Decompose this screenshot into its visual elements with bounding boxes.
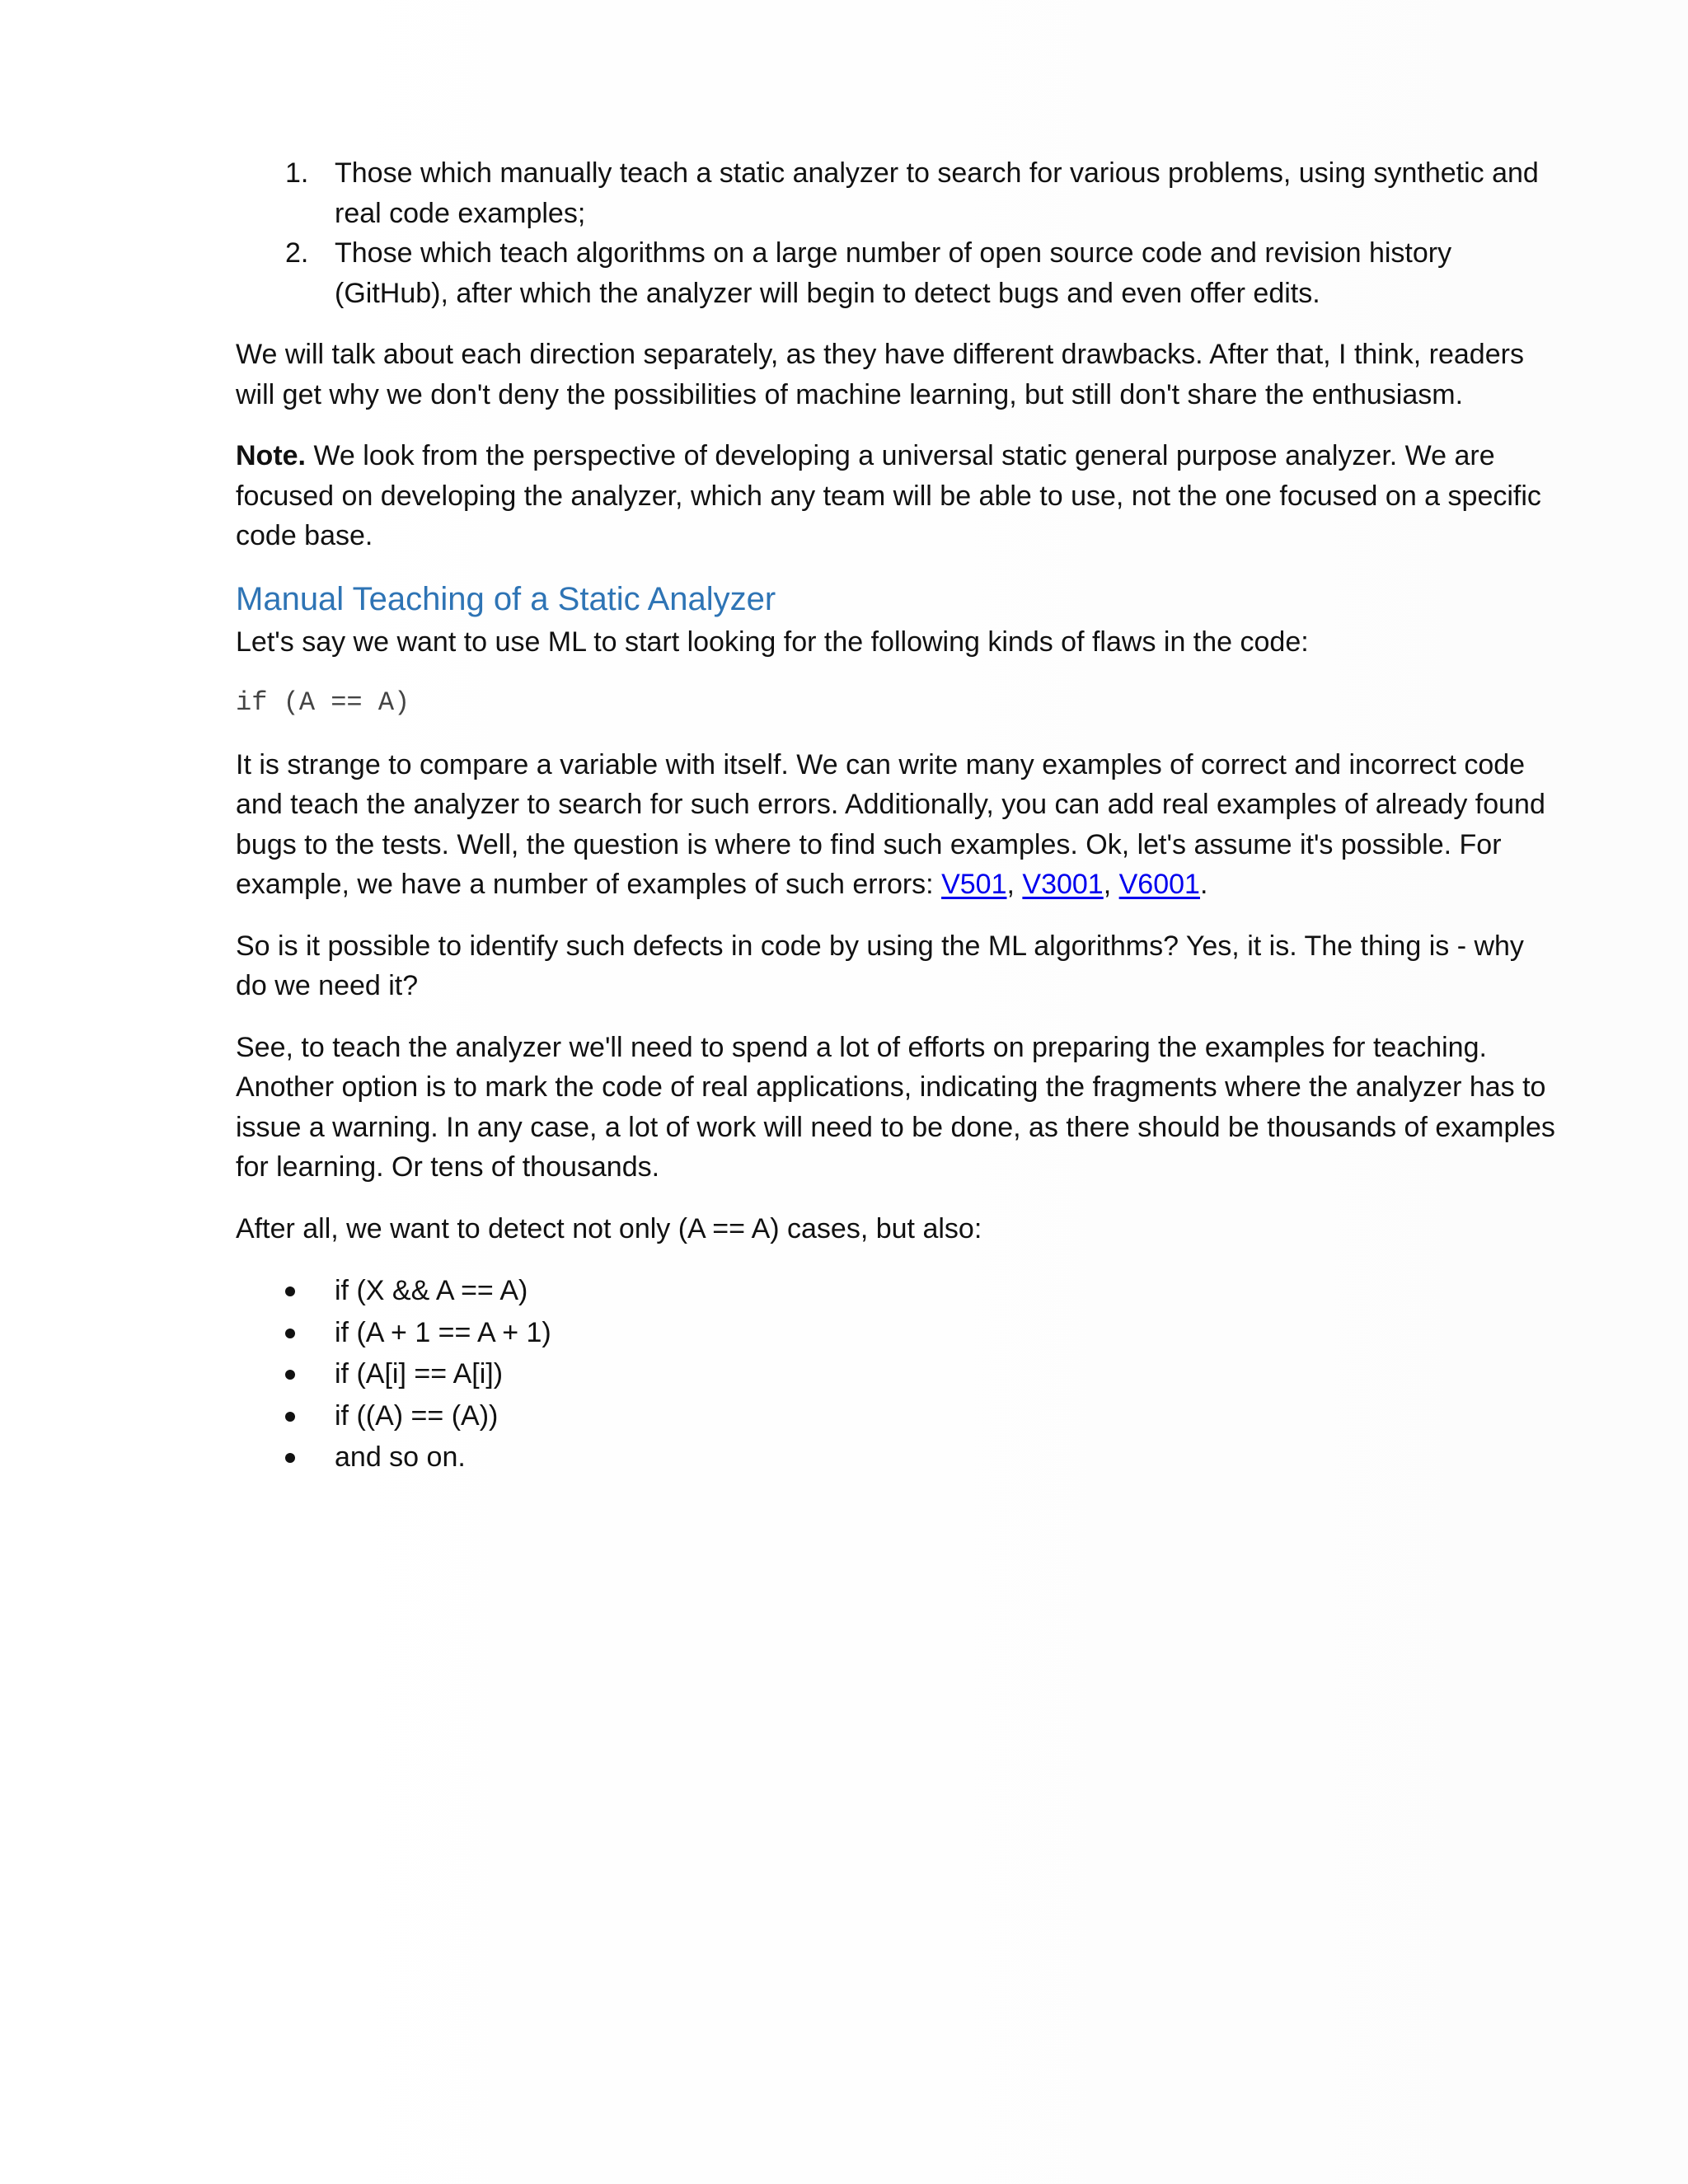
- bullet-icon: [285, 1286, 295, 1296]
- paragraph-strange-text: It is strange to compare a variable with itself. We can write many examples of correct and incorrect code and teach the analyzer to search for such errors. Additionally, you can add real examples of already found bugs to the tests. Well, the question is where to find such examples. Ok, let's assume it's possible. For example, we have a number of examples of such errors:: [236, 748, 1545, 900]
- section-heading: Manual Teaching of a Static Analyzer: [236, 580, 776, 617]
- list-number: 1.: [285, 157, 309, 189]
- link-v6001[interactable]: V6001: [1118, 869, 1200, 900]
- sentence-end: .: [1199, 869, 1208, 900]
- list-item: [236, 153, 1563, 233]
- bullet-item: [236, 1353, 1563, 1395]
- bullet-icon: [285, 1370, 295, 1380]
- list-item-text: Those which teach algorithms on a large number of open source code and revision history (GitHub), after which the analyzer will begin to detect bugs and even offer edits.: [335, 237, 1452, 309]
- bullet-icon: [285, 1329, 295, 1338]
- bullet-icon: [285, 1412, 295, 1422]
- note-label: Note.: [236, 440, 306, 471]
- bullet-item: [236, 1436, 1563, 1479]
- bullet-text: if (A + 1 == A + 1): [335, 1316, 551, 1348]
- paragraph-see: See, to teach the analyzer we'll need to spend a lot of efforts on preparing the examples for teaching. Another option is to mark the code of real applications, indicating the fragments where the analyzer has to issue a warning. In any case, a lot of work will need to be done, as there should be thousands of examples for learning. Or tens of thousands.: [236, 1031, 1555, 1183]
- list-item: [236, 233, 1563, 313]
- link-v3001[interactable]: V3001: [1022, 869, 1104, 900]
- bullet-text: if ((A) == (A)): [335, 1399, 499, 1432]
- note-text: We look from the perspective of developing a universal static general purpose analyzer. We are focused on developing the analyzer, which any team will be able to use, not the one focused on a specific code base.: [236, 440, 1541, 551]
- bullet-text: and so on.: [335, 1441, 466, 1473]
- code-snippet: if (A == A): [236, 687, 410, 718]
- numbered-list: [236, 153, 1563, 313]
- bullet-icon: [285, 1453, 295, 1463]
- paragraph-intro: Let's say we want to use ML to start looking for the following kinds of flaws in the code:: [236, 626, 1309, 658]
- paragraph-strange: [236, 745, 1563, 905]
- link-separator: ,: [1006, 869, 1023, 900]
- list-item-text: Those which manually teach a static analyzer to search for various problems, using synthetic and real code examples;: [335, 157, 1539, 229]
- paragraph-directions: We will talk about each direction separately, as they have different drawbacks. After that, I think, readers will get why we don't deny the possibilities of machine learning, but still don't share the enthusiasm.: [236, 339, 1524, 410]
- link-v501[interactable]: V501: [941, 869, 1007, 900]
- bullet-list: [236, 1270, 1563, 1479]
- paragraph-possible: So is it possible to identify such defects in code by using the ML algorithms? Yes, it is. The thing is - why do we need it?: [236, 930, 1524, 1001]
- bullet-item: [236, 1395, 1563, 1437]
- note-paragraph: [236, 436, 1563, 556]
- document-body: [236, 153, 1563, 1479]
- link-separator: ,: [1103, 869, 1119, 900]
- paragraph-after: After all, we want to detect not only (A == A) cases, but also:: [236, 1212, 982, 1244]
- bullet-text: if (A[i] == A[i]): [335, 1358, 504, 1390]
- bullet-item: [236, 1270, 1563, 1312]
- list-number: 2.: [285, 237, 309, 269]
- bullet-text: if (X && A == A): [335, 1275, 528, 1306]
- bullet-item: [236, 1312, 1563, 1354]
